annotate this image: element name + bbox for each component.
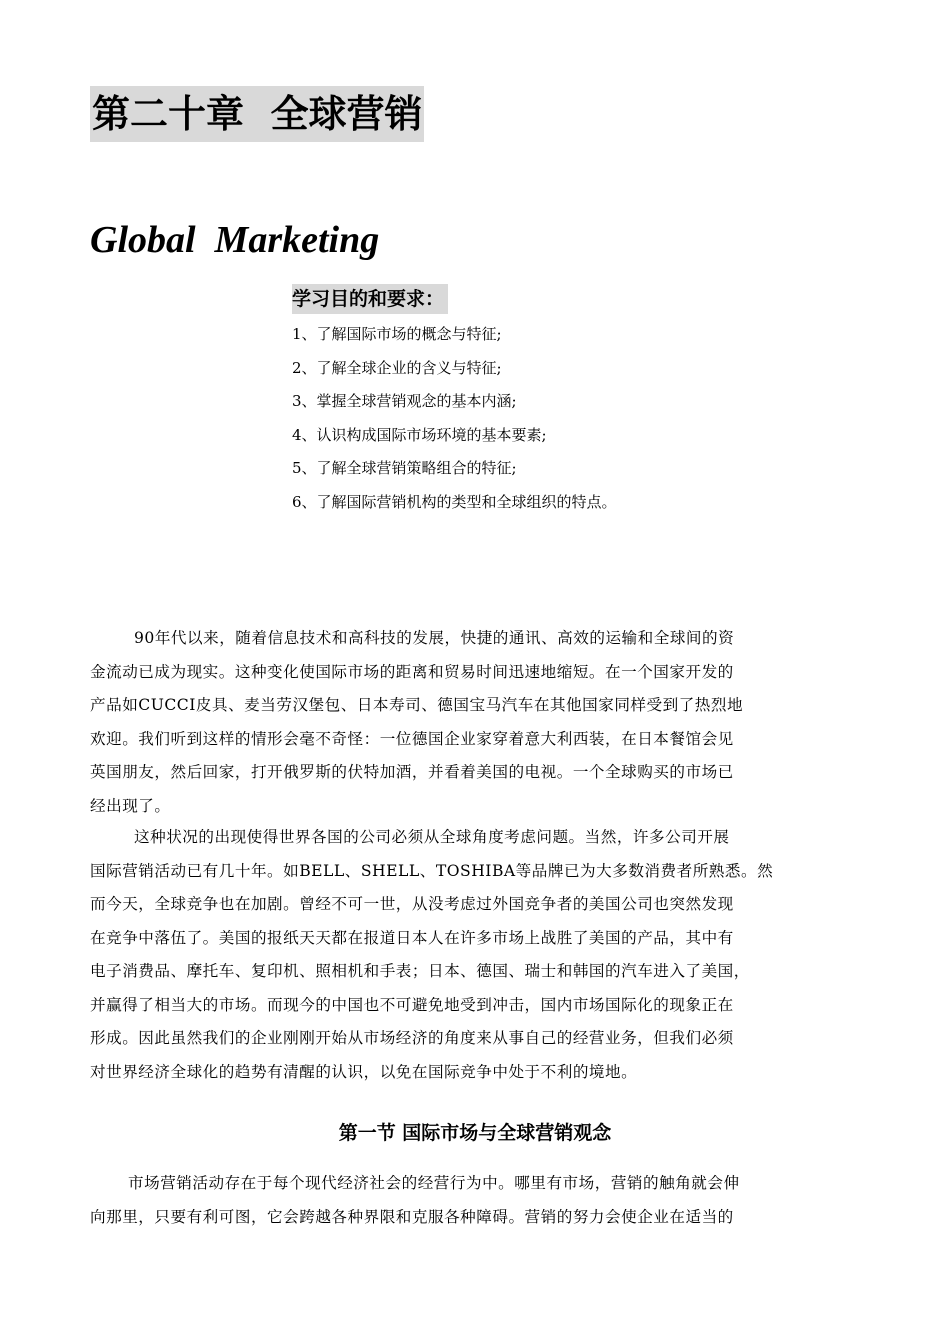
paragraph-line: 90年代以来，随着信息技术和高科技的发展，快捷的通讯、高效的运输和全球间的资 bbox=[134, 629, 735, 647]
english-title: Global Marketing bbox=[90, 219, 380, 261]
paragraph-global-competition bbox=[90, 821, 860, 1089]
paragraph-line: 向那里，只要有利可图，它会跨越各种界限和克服各种障碍。营销的努力会使企业在适当的 bbox=[90, 1207, 734, 1226]
objective-item: 4、认识构成国际市场环境的基本要素; bbox=[292, 425, 547, 444]
paragraph-line: 对世界经济全球化的趋势有清醒的认识，以免在国际竞争中处于不利的境地。 bbox=[90, 1062, 638, 1081]
paragraph-line: 金流动已成为现实。这种变化使国际市场的距离和贸易时间迅速地缩短。在一个国家开发的 bbox=[90, 662, 734, 681]
objectives-heading: 学习目的和要求： bbox=[292, 284, 448, 314]
paragraph-line: 形成。因此虽然我们的企业刚刚开始从市场经济的角度来从事自己的经营业务，但我们必须 bbox=[90, 1029, 734, 1047]
objective-item: 1、了解国际市场的概念与特征; bbox=[292, 325, 502, 343]
paragraph-line: 在竞争中落伍了。美国的报纸天天都在报道日本人在许多市场上战胜了美国的产品，其中有 bbox=[90, 928, 734, 947]
paragraph-line: 并赢得了相当大的市场。而现今的中国也不可避免地受到冲击，国内市场国际化的现象正在 bbox=[90, 995, 734, 1014]
paragraph-line: 电子消费品、摩托车、复印机、照相机和手表；日本、德国、瑞士和韩国的汽车进入了美国， bbox=[90, 962, 750, 980]
paragraph-line: 英国朋友，然后回家，打开俄罗斯的伏特加酒，并看着美国的电视。一个全球购买的市场已 bbox=[90, 763, 734, 781]
paragraph-line: 而今天，全球竞争也在加剧。曾经不可一世，从没考虑过外国竞争者的美国公司也突然发现 bbox=[90, 895, 734, 913]
paragraph-line: 这种状况的出现使得世界各国的公司必须从全球角度考虑问题。当然，许多公司开展 bbox=[134, 828, 730, 846]
paragraph-line: 欢迎。我们听到这样的情形会毫不奇怪：一位德国企业家穿着意大利西装，在日本餐馆会见 bbox=[90, 729, 734, 748]
paragraph-line: 国际营销活动已有几十年。如BELL、SHELL、TOSHIBA等品牌已为大多数消费者所熟悉。然 bbox=[90, 861, 774, 880]
objective-item: 2、了解全球企业的含义与特征; bbox=[292, 358, 502, 377]
paragraph-marketing-activity bbox=[90, 1167, 860, 1234]
paragraph-intro bbox=[90, 622, 860, 823]
objective-item: 5、了解全球营销策略组合的特征; bbox=[292, 459, 517, 477]
paragraph-line: 市场营销活动存在于每个现代经济社会的经营行为中。哪里有市场，营销的触角就会伸 bbox=[128, 1174, 740, 1192]
objective-item: 3、掌握全球营销观念的基本内涵; bbox=[292, 392, 517, 410]
chapter-title: 第二十章 全球营销 bbox=[90, 86, 424, 142]
section-title: 第一节 国际市场与全球营销观念 bbox=[338, 1122, 612, 1144]
paragraph-line: 产品如CUCCI皮具、麦当劳汉堡包、日本寿司、德国宝马汽车在其他国家同样受到了热烈地 bbox=[90, 696, 744, 714]
learning-objectives bbox=[292, 284, 617, 519]
paragraph-line: 经出现了。 bbox=[90, 796, 171, 815]
objective-item: 6、了解国际营销机构的类型和全球组织的特点。 bbox=[292, 492, 617, 511]
